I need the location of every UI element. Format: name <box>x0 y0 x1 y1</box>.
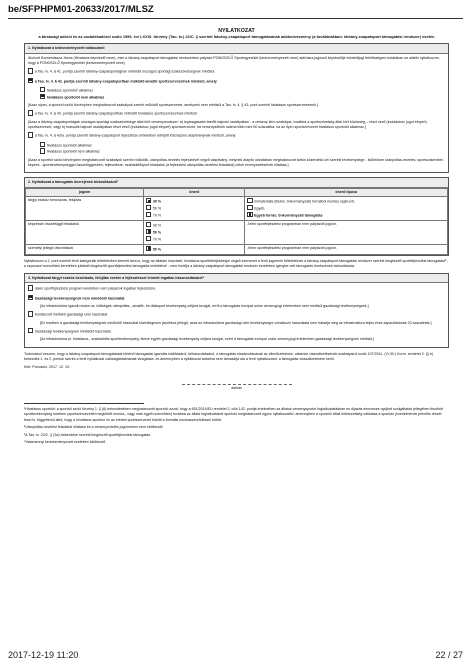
option-text: hivatásos sportolót nem alkalmaz <box>46 149 100 154</box>
checkbox[interactable] <box>146 236 151 241</box>
document-reference: be/SFPHPM01-20633/2017/MLSZ <box>8 4 154 15</box>
column-header: jogcím <box>26 188 144 197</box>
type-option: immateriális (illetve: önkormányzati) forrásból mentes saját erő, <box>254 199 355 204</box>
jogcim-cell: személyi jellegű ráfordítások <box>26 244 144 254</box>
checkbox[interactable] <box>28 132 33 137</box>
option-text: a Tao. tv. 4. § 42. pontja szerinti látvány-csapatsportban működő amatőr sportszervezetnek minősül, amely <box>34 79 217 84</box>
percentage-option: 70 % <box>152 213 162 218</box>
document-title: NYILATKOZAT <box>218 28 255 34</box>
option-text: Jelen sportfejlesztési program keretében nem pályázok ingatlan fejlesztésre. <box>34 287 157 291</box>
option-text: a Tao. tv. 4. § 41. pontja szerinti látvány-csapatsportágban működő országos sportági szakszövetségnek minősül. <box>34 70 216 74</box>
type-cell <box>245 197 448 221</box>
percentage-option: 30 % <box>152 223 162 228</box>
checkbox[interactable] <box>40 142 45 147</box>
column-header: önerő típusa <box>245 188 448 197</box>
checkbox-checked[interactable] <box>40 94 45 99</box>
checkbox[interactable] <box>40 148 45 153</box>
section-2-heading: 2. Nyilatkozat a támogatás önerejének biztosításáról² <box>25 178 448 187</box>
checkbox[interactable] <box>28 68 33 73</box>
option-text: Gazdasági tevékenységnek nem minősülő használat. <box>34 296 126 301</box>
note-text: [Az infrastruktúra igazolt módon ár, költségek utánpótlás-, amatőr- és diáksport tevékenység céljára szolgál, erről a támogatás európai uniós versenyjogi értelemben nem minősül gazdasági tevékenységnek.] <box>40 303 369 308</box>
note-text: [Azaz a látvány-csapatsportágak országos sportági szakszövetsége által kiírt versenyrendszer: a) legmagasabb felnőtt bajnoki osztályában - a verseny kiíró szabályai, továbbá a sportszövetség által kiírt közösség, - részt vevő (induláshoz jogot elnyert) sportszervezet, vagy b) második bajnoki osztályában részt vevő (induláshoz jogot elnyert) sportszervezet, ha versenyzőinek száma több mint 50 százaléka, ha az ilyen sportszervezet hivatásos sportolót alkalmaz.] <box>28 119 427 129</box>
section-3-heading: 3. Nyilatkozat tárgyi eszköz beruházás, felújítás esetén a fejlesztéssel érintett ingatlan hasznosításáról⁴ <box>25 274 448 283</box>
signature-line <box>182 384 292 385</box>
section-2-own-contribution <box>24 177 449 255</box>
signature-label: aláírás <box>231 385 242 390</box>
section-1-beneficiary-status <box>24 43 449 173</box>
note-text: [Ez esetben a gazdasági tevékenységnek minősülő használat közintlegesen járulékos jellegű, azaz az infrastruktúra gazdasági célú tevékenységre vonatkozó használata nem haladja meg az infrastruktúra teljes éves kapacitásának 20 százalékát.] <box>40 320 432 325</box>
own-contribution-table <box>25 188 448 255</box>
option-text: hivatásos sportolót nem alkalmaz <box>46 95 105 100</box>
checkbox-checked[interactable] <box>28 78 33 83</box>
percentage-cell <box>144 220 245 244</box>
option-text: a Tao. tv. 4. § 43/a. pontja szerinti látvány-csapatsport fejlesztése érdekében létrejött közhasznú alapítványnak minősül, amely: <box>34 133 237 138</box>
place-date: Kelt: Ponoszló, 2017. 12. 19. <box>24 364 70 369</box>
type-option: Egyéb, <box>254 206 266 211</box>
percentage-option: 70 % <box>152 237 162 242</box>
page-number: 22 / 27 <box>435 650 463 660</box>
checkbox-checked[interactable] <box>146 198 151 203</box>
section-3-property-use <box>24 273 449 348</box>
percentage-option: 50 % <box>152 247 162 252</box>
footnote: ³A Tao. tv. 22/C. § (3a) bekezdése szerinti kiegészítő sportfejlesztési támogatás. <box>24 432 152 437</box>
table-row <box>26 244 448 254</box>
footnote: ²Utánpótlás-nevelési feladatok ellátása és a versenyeztetés jogcímeken nem kitöltendő. <box>24 425 164 430</box>
footnote-rule <box>24 403 144 404</box>
jogcim-cell: képzéssel összefüggő feladatok <box>26 220 144 244</box>
page-footer <box>8 650 463 660</box>
option-text: hivatásos sportolót¹ alkalmaz <box>46 88 94 93</box>
section-2-note: Nyilatkozom a 2. pont szerinti fenti kategóriák feltételeiben kiemelt arra is, hogy az általam képviselt, hivatásos sportfelteljesítésjel végző szervezet a fenti jogcímek feltételeinek a látvány-csapatsport támogatási rendszer szerinti kiegészítő sportfejlesztési támogatást³ - a szponzori szerződés keretében juttatott kiegészítő sportfejlesztési támogatás kivételével - nem fordítja a látvány-csapatsport támogatási rendszer keretében igénybe vett támogatás önrészének biztosítására. <box>24 258 449 268</box>
option-text: hivatásos sportolót alkalmaz <box>46 143 92 148</box>
checkbox[interactable] <box>28 285 33 290</box>
column-header: önerő <box>144 188 245 197</box>
footnote: ⁴Valamennyi kedvezményezett esetében kitöltendő <box>24 440 106 445</box>
checkbox-checked[interactable] <box>146 229 151 234</box>
checkbox[interactable] <box>28 311 33 316</box>
section-1-intro: Alulírott Bornemissza János (Hivatalos képviselő neve), mint a látvány-csapatsport támogatási rendszerben pályázó PONOSZLŐ Sportegyesület (kedvezményezett neve) aláírásra jogosult képviselője büntetőjogi felelősségem tudatában az alábbi nyilatkozom, hogy a PONOSZLŐ Sportegyesület (kedvezményezett neve) <box>28 55 440 65</box>
percentage-option: 50 % <box>152 230 162 235</box>
document-subtitle: a társasági adóról és az osztalékadóról szóló 1996. évi LXXXI. törvény (Tao. tv.) 22/C. § szerinti látvány-csapatsport támogatásának adókedvezmény (a továbbiakban: látvány-csapatsport támogatási rendszer) esetén <box>38 34 435 40</box>
checkbox[interactable] <box>28 328 33 333</box>
checkbox[interactable] <box>247 205 252 210</box>
header-rule <box>8 18 463 19</box>
option-text: a Tao. tv. 4. § 43. pontja szerinti látvány-csapatsportban működő hivatásos sportszervezetnek minősül. <box>34 111 198 116</box>
note-text: [Az infrastruktúra pl. hivatásos-, szabadidős sporttevékenység, illetve egyéb gazdasági tevékenység céljára szolgál, ezért a támogatás európai uniós versenyjogi értelemben gazdasági tevékenységnek minősül.] <box>40 337 375 342</box>
closing-text: Tudomásul veszem, hogy a látvány-csapatsport támogatással történő támogatási igazolás kiállításáról, felhasználásáról, a támogatás elszámolásának az ellenőrzésének, valamint visszafizetésének szabályairól szóló 107/2011. (VI.30.) Korm. rendelet 2. §) b) bekezdés 1. és 2. pontok szerint a fenti nyilatkozat valóságtartalmának vizsgálata, és amennyiben a nyilatkozat tartalma nem támasztja alá a fenti nyilatkozatot, a támogatás visszafizetésére kerül. <box>24 351 434 362</box>
option-text: Korlátozott mértékű gazdasági célú használat. <box>34 312 109 317</box>
section-1-heading: 1. Nyilatkozat a kedvezményezett státuszáról <box>25 44 448 53</box>
note-text: [Azaz a sportról szóló törvényben meghatározott szabályok szerint működik, utánpótlás-nevelés fejlesztését végző alapítvány, melynek alapító okiratában meghatározott tartós közérdekű cél szerinti tevékenysége - különösen utánpótlás-nevelés, sportszakember-képzés - sporttevékenységgel összefüggésben, fejlesztésre, szabadidősport feladatok (a fejlesztési utánpótlás-nevelési feladatok) célok érvényesítésének ellátása.] <box>28 157 445 167</box>
type-cell: Jelen sportfejlesztési programban nem pályázott jogcím. <box>245 220 448 244</box>
note-text: [Azaz olyan, a sportról szóló törvényben meghatározott szabályok szerint működő sportszervezet, amelynek nem minősül a Tao. tv. 4. § 43. pont szerinti hivatásos sportszervezetnek.] <box>28 102 319 107</box>
checkbox[interactable] <box>40 87 45 92</box>
jogcim-cell: tárgyi eszköz beruházás, felújítás <box>26 197 144 221</box>
checkbox[interactable] <box>146 212 151 217</box>
type-option: Egyéb forrás: önkormányzati támogatás <box>254 213 323 218</box>
checkbox[interactable] <box>146 205 151 210</box>
percentage-cell <box>144 244 245 254</box>
type-cell: Jelen sportfejlesztési programban nem pályázott jogcím. <box>245 244 448 254</box>
table-header-row <box>26 188 448 197</box>
percentage-option: 30 % <box>152 199 162 204</box>
timestamp: 2017-12-19 11:20 <box>8 650 79 660</box>
checkbox-checked[interactable] <box>247 212 252 217</box>
checkbox[interactable] <box>247 198 252 203</box>
checkbox[interactable] <box>146 222 151 227</box>
declaration-document <box>24 26 449 448</box>
table-row <box>26 220 448 244</box>
option-text: Gazdasági tevékenységnek minősülő használat. <box>34 329 112 334</box>
percentage-cell <box>144 197 245 221</box>
percentage-option: 50 % <box>152 206 162 211</box>
checkbox[interactable] <box>28 110 33 115</box>
footnote: ¹Hivatásos sportoló: a sportról szóló törvény 1. § (6) bekezdésében meghatározott sportoló azzal, hogy a 651/2014/EU rendelet 2. cikk 142. pontja értelmében az állatok versenysportot foglalkoztatásban és díjazás elnevezés nyújtott szolgáltatás jellegében tisztított sporttevékenység körében (sportszervezettel megkötött munka-, vagy más egyéb szerződés) továbbá az általa foglalkoztatott sportoló meghatározott egyes nyilatkozattól, amennyiben a sportoló általi kötelezettség vállalása a sportoló jövedelmének jelentős részét teszi ki, függetlenül attól, hogy a hivatásos sportoló és az érintett sportszervezet között a formális munkaszerződéssel kötött. <box>24 407 443 422</box>
checkbox-checked[interactable] <box>28 295 33 300</box>
table-row <box>26 197 448 221</box>
checkbox-checked[interactable] <box>146 246 151 251</box>
